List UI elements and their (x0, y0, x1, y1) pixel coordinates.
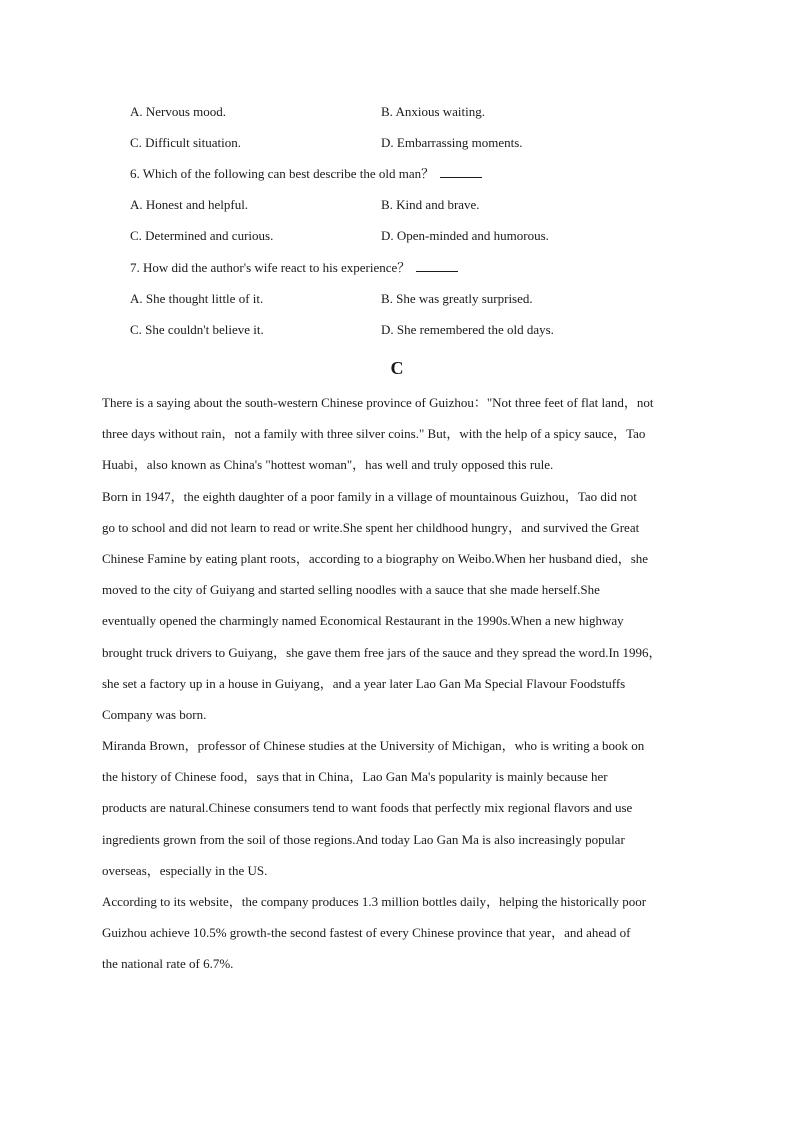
passage-line: There is a saying about the south-western Chinese province of Guizhou："Not three feet of flat land，not (102, 395, 654, 410)
q5-options-row-1 (130, 102, 690, 122)
passage-line: ingredients grown from the soil of those regions.And today Lao Gan Ma is also increasingly popular (102, 831, 625, 847)
q7-question (130, 258, 458, 278)
q6-options-row-2 (130, 226, 690, 246)
q5-option-b: B. Anxious waiting. (381, 104, 486, 119)
passage-line: overseas，especially in the US. (102, 862, 268, 878)
passage-line: go to school and did not learn to read or write.She spent her childhood hungry，and survived the Great (102, 519, 640, 535)
q7-answer-blank (416, 259, 458, 272)
q6-option-b: B. Kind and brave. (381, 197, 480, 212)
q6-question (130, 164, 482, 184)
q6-option-d: D. Open-minded and humorous. (381, 228, 549, 243)
q5-option-a: A. Nervous mood. (130, 104, 227, 119)
q7-question-text: 7. How did the author's wife react to his experience？ (130, 260, 411, 275)
q5-option-d: D. Embarrassing moments. (381, 135, 523, 150)
passage-line: the history of Chinese food，says that in China，Lao Gan Ma's popularity is mainly because her (102, 769, 608, 785)
passage-line: Miranda Brown，professor of Chinese studies at the University of Michigan，who is writing a book on (102, 738, 645, 754)
q7-options-row-1 (130, 289, 690, 309)
q7-option-b: B. She was greatly surprised. (381, 291, 533, 306)
passage-line: According to its website，the company produces 1.3 million bottles daily，helping the historically poor (102, 894, 647, 909)
passage-line: three days without rain，not a family with three silver coins." But，with the help of a spicy sauce，Tao (102, 426, 646, 442)
passage-line: Chinese Famine by eating plant roots，according to a biography on Weibo.When her husband died，she (102, 550, 649, 566)
passage-line: she set a factory up in a house in Guiyang，and a year later Lao Gan Ma Special Flavour Foodstuffs (102, 675, 626, 691)
q7-option-a: A. She thought little of it. (130, 291, 264, 306)
passage-line: Company was born. (102, 706, 207, 722)
q6-option-c: C. Determined and curious. (130, 228, 274, 243)
passage-line: products are natural.Chinese consumers tend to want foods that perfectly mix regional flavors and use (102, 800, 633, 816)
q6-answer-blank (440, 165, 482, 178)
q5-options-row-2 (130, 133, 690, 153)
q6-question-text: 6. Which of the following can best describe the old man？ (130, 166, 435, 181)
reading-passage (102, 393, 702, 986)
section-heading: C (390, 358, 404, 378)
passage-line: Huabi，also known as China's "hottest woman"，has well and truly opposed this rule. (102, 457, 554, 473)
q6-options-row-1 (130, 195, 690, 215)
q6-option-a: A. Honest and helpful. (130, 197, 249, 212)
passage-line: brought truck drivers to Guiyang，she gave them free jars of the sauce and they spread the word.In 1996， (102, 644, 662, 660)
q7-option-d: D. She remembered the old days. (381, 322, 554, 337)
passage-line: Guizhou achieve 10.5% growth-the second fastest of every Chinese province that year，and ahead of (102, 925, 631, 941)
passage-line: Born in 1947，the eighth daughter of a poor family in a village of mountainous Guizhou，Tao did not (102, 488, 637, 504)
q7-options-row-2 (130, 320, 690, 340)
passage-line: the national rate of 6.7%. (102, 956, 234, 972)
passage-line: moved to the city of Guiyang and started selling noodles with a sauce that she made herself.She (102, 582, 600, 598)
q7-option-c: C. She couldn't believe it. (130, 322, 264, 337)
passage-line: eventually opened the charmingly named Economical Restaurant in the 1990s.When a new highway (102, 613, 624, 629)
q5-option-c: C. Difficult situation. (130, 135, 241, 150)
